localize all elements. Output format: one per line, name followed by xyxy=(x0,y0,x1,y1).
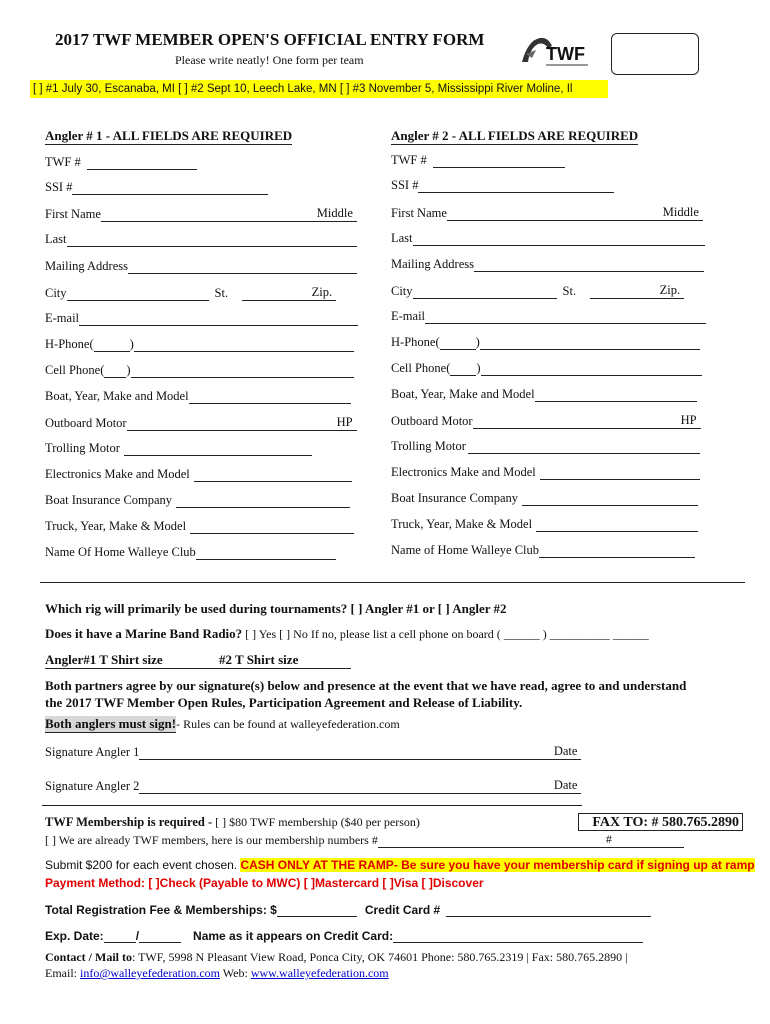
angler2-electronics-field[interactable]: Electronics Make and Model xyxy=(391,465,700,480)
payment-method[interactable]: Payment Method: [ ]Check (Payable to MWC) [ ]Mastercard [ ]Visa [ ]Discover xyxy=(45,876,484,890)
section-divider xyxy=(40,582,745,583)
total-fee-field[interactable]: Total Registration Fee & Memberships: $ Credit Card # xyxy=(45,903,651,917)
office-use-box xyxy=(611,33,699,75)
web-link[interactable]: www.walleyefederation.com xyxy=(250,966,389,980)
angler2-truck-field[interactable]: Truck, Year, Make & Model xyxy=(391,517,698,532)
angler2-outboard-field[interactable]: Outboard Motor HP xyxy=(391,413,701,429)
angler2-ssi-field[interactable]: SSI # xyxy=(391,178,614,193)
email-link[interactable]: info@walleyefederation.com xyxy=(80,966,220,980)
sign-notice: Both anglers must sign!- Rules can be found at walleyefederation.com xyxy=(45,716,400,731)
signature-angler1[interactable]: Signature Angler 1 Date xyxy=(45,744,581,760)
tshirt-size-field[interactable]: Angler#1 T Shirt size #2 T Shirt size xyxy=(45,652,351,669)
angler1-email-field[interactable]: E-mail xyxy=(45,311,358,326)
angler2-heading: Angler # 2 - ALL FIELDS ARE REQUIRED xyxy=(391,128,639,143)
angler1-cell-field[interactable]: Cell Phone( ) xyxy=(45,363,354,378)
angler1-last-field[interactable]: Last xyxy=(45,232,357,247)
agreement-text: Both partners agree by our signature(s) below and presence at the event that we have read, agree to and understand the 2017 TWF Member Open Rules, Participation Agreement and Release of Liability. xyxy=(45,678,687,710)
angler1-insurance-field[interactable]: Boat Insurance Company xyxy=(45,493,350,508)
membership-required[interactable]: TWF Membership is required - [ ] $80 TWF membership ($40 per person) xyxy=(45,815,420,829)
angler1-club-field[interactable]: Name Of Home Walleye Club xyxy=(45,545,336,560)
signature-angler2[interactable]: Signature Angler 2 Date xyxy=(45,778,581,794)
angler1-ssi-field[interactable]: SSI # xyxy=(45,180,268,195)
angler2-mailing-field[interactable]: Mailing Address xyxy=(391,257,704,272)
angler2-city-field[interactable]: City St. Zip. xyxy=(391,283,684,299)
angler2-trolling-field[interactable]: Trolling Motor xyxy=(391,439,700,454)
angler1-heading: Angler # 1 - ALL FIELDS ARE REQUIRED xyxy=(45,128,293,143)
angler2-insurance-field[interactable]: Boat Insurance Company xyxy=(391,491,698,506)
angler2-hphone-field[interactable]: H-Phone( ) xyxy=(391,335,700,350)
angler2-club-field[interactable]: Name of Home Walleye Club xyxy=(391,543,695,558)
angler1-twf-field[interactable]: TWF # xyxy=(45,155,197,170)
angler1-hphone-field[interactable]: H-Phone( ) xyxy=(45,337,354,352)
rig-question[interactable]: Which rig will primarily be used during tournaments? [ ] Angler #1 or [ ] Angler #2 xyxy=(45,601,507,616)
exp-date-field[interactable]: Exp. Date: / Name as it appears on Credit Card: xyxy=(45,929,643,943)
angler1-boat-field[interactable]: Boat, Year, Make and Model xyxy=(45,389,351,404)
angler1-electronics-field[interactable]: Electronics Make and Model xyxy=(45,467,352,482)
angler1-trolling-field[interactable]: Trolling Motor xyxy=(45,441,312,456)
form-title: 2017 TWF MEMBER OPEN'S OFFICIAL ENTRY FORM xyxy=(55,30,485,49)
angler2-last-field[interactable]: Last xyxy=(391,231,705,246)
logo-text: TWF xyxy=(546,44,585,64)
form-subtitle: Please write neatly! One form per team xyxy=(175,53,364,67)
angler2-name-field[interactable]: First Name Middle xyxy=(391,205,703,221)
angler2-boat-field[interactable]: Boat, Year, Make and Model xyxy=(391,387,697,402)
twf-logo xyxy=(518,32,590,72)
angler1-outboard-field[interactable]: Outboard Motor HP xyxy=(45,415,357,431)
submit-notice: Submit $200 for each event chosen. CASH ONLY AT THE RAMP- Be sure you have your membership card if signing up at ramp xyxy=(45,858,755,872)
angler2-email-field[interactable]: E-mail xyxy=(391,309,706,324)
event-selection-bar[interactable]: [ ] #1 July 30, Escanaba, MI [ ] #2 Sept 10, Leech Lake, MN [ ] #3 November 5, Mississippi River Moline, Il xyxy=(30,80,608,98)
angler1-city-field[interactable]: City St. Zip. xyxy=(45,285,336,301)
radio-question[interactable]: Does it have a Marine Band Radio? [ ] Yes [ ] No If no, please list a cell phone on board ( ______ ) __________ ______ xyxy=(45,626,649,641)
angler1-truck-field[interactable]: Truck, Year, Make & Model xyxy=(45,519,354,534)
angler2-middle-label: Middle xyxy=(623,205,703,221)
angler2-cell-field[interactable]: Cell Phone( ) xyxy=(391,361,702,376)
angler2-twf-field[interactable]: TWF # xyxy=(391,153,565,168)
contact-links: Email: info@walleyefederation.com Web: www.walleyefederation.com xyxy=(45,966,389,980)
fax-to-box: FAX TO: # 580.765.2890 xyxy=(578,813,743,831)
membership-numbers[interactable]: [ ] We are already TWF members, here is our membership numbers # # xyxy=(45,832,684,848)
angler1-mailing-field[interactable]: Mailing Address xyxy=(45,259,357,274)
angler1-middle-label: Middle xyxy=(277,206,357,222)
contact-line: Contact / Mail to: TWF, 5998 N Pleasant View Road, Ponca City, OK 74601 Phone: 580.765.2319 | Fax: 580.765.2890 | xyxy=(45,950,628,964)
angler1-name-field[interactable]: First Name Middle xyxy=(45,206,357,222)
